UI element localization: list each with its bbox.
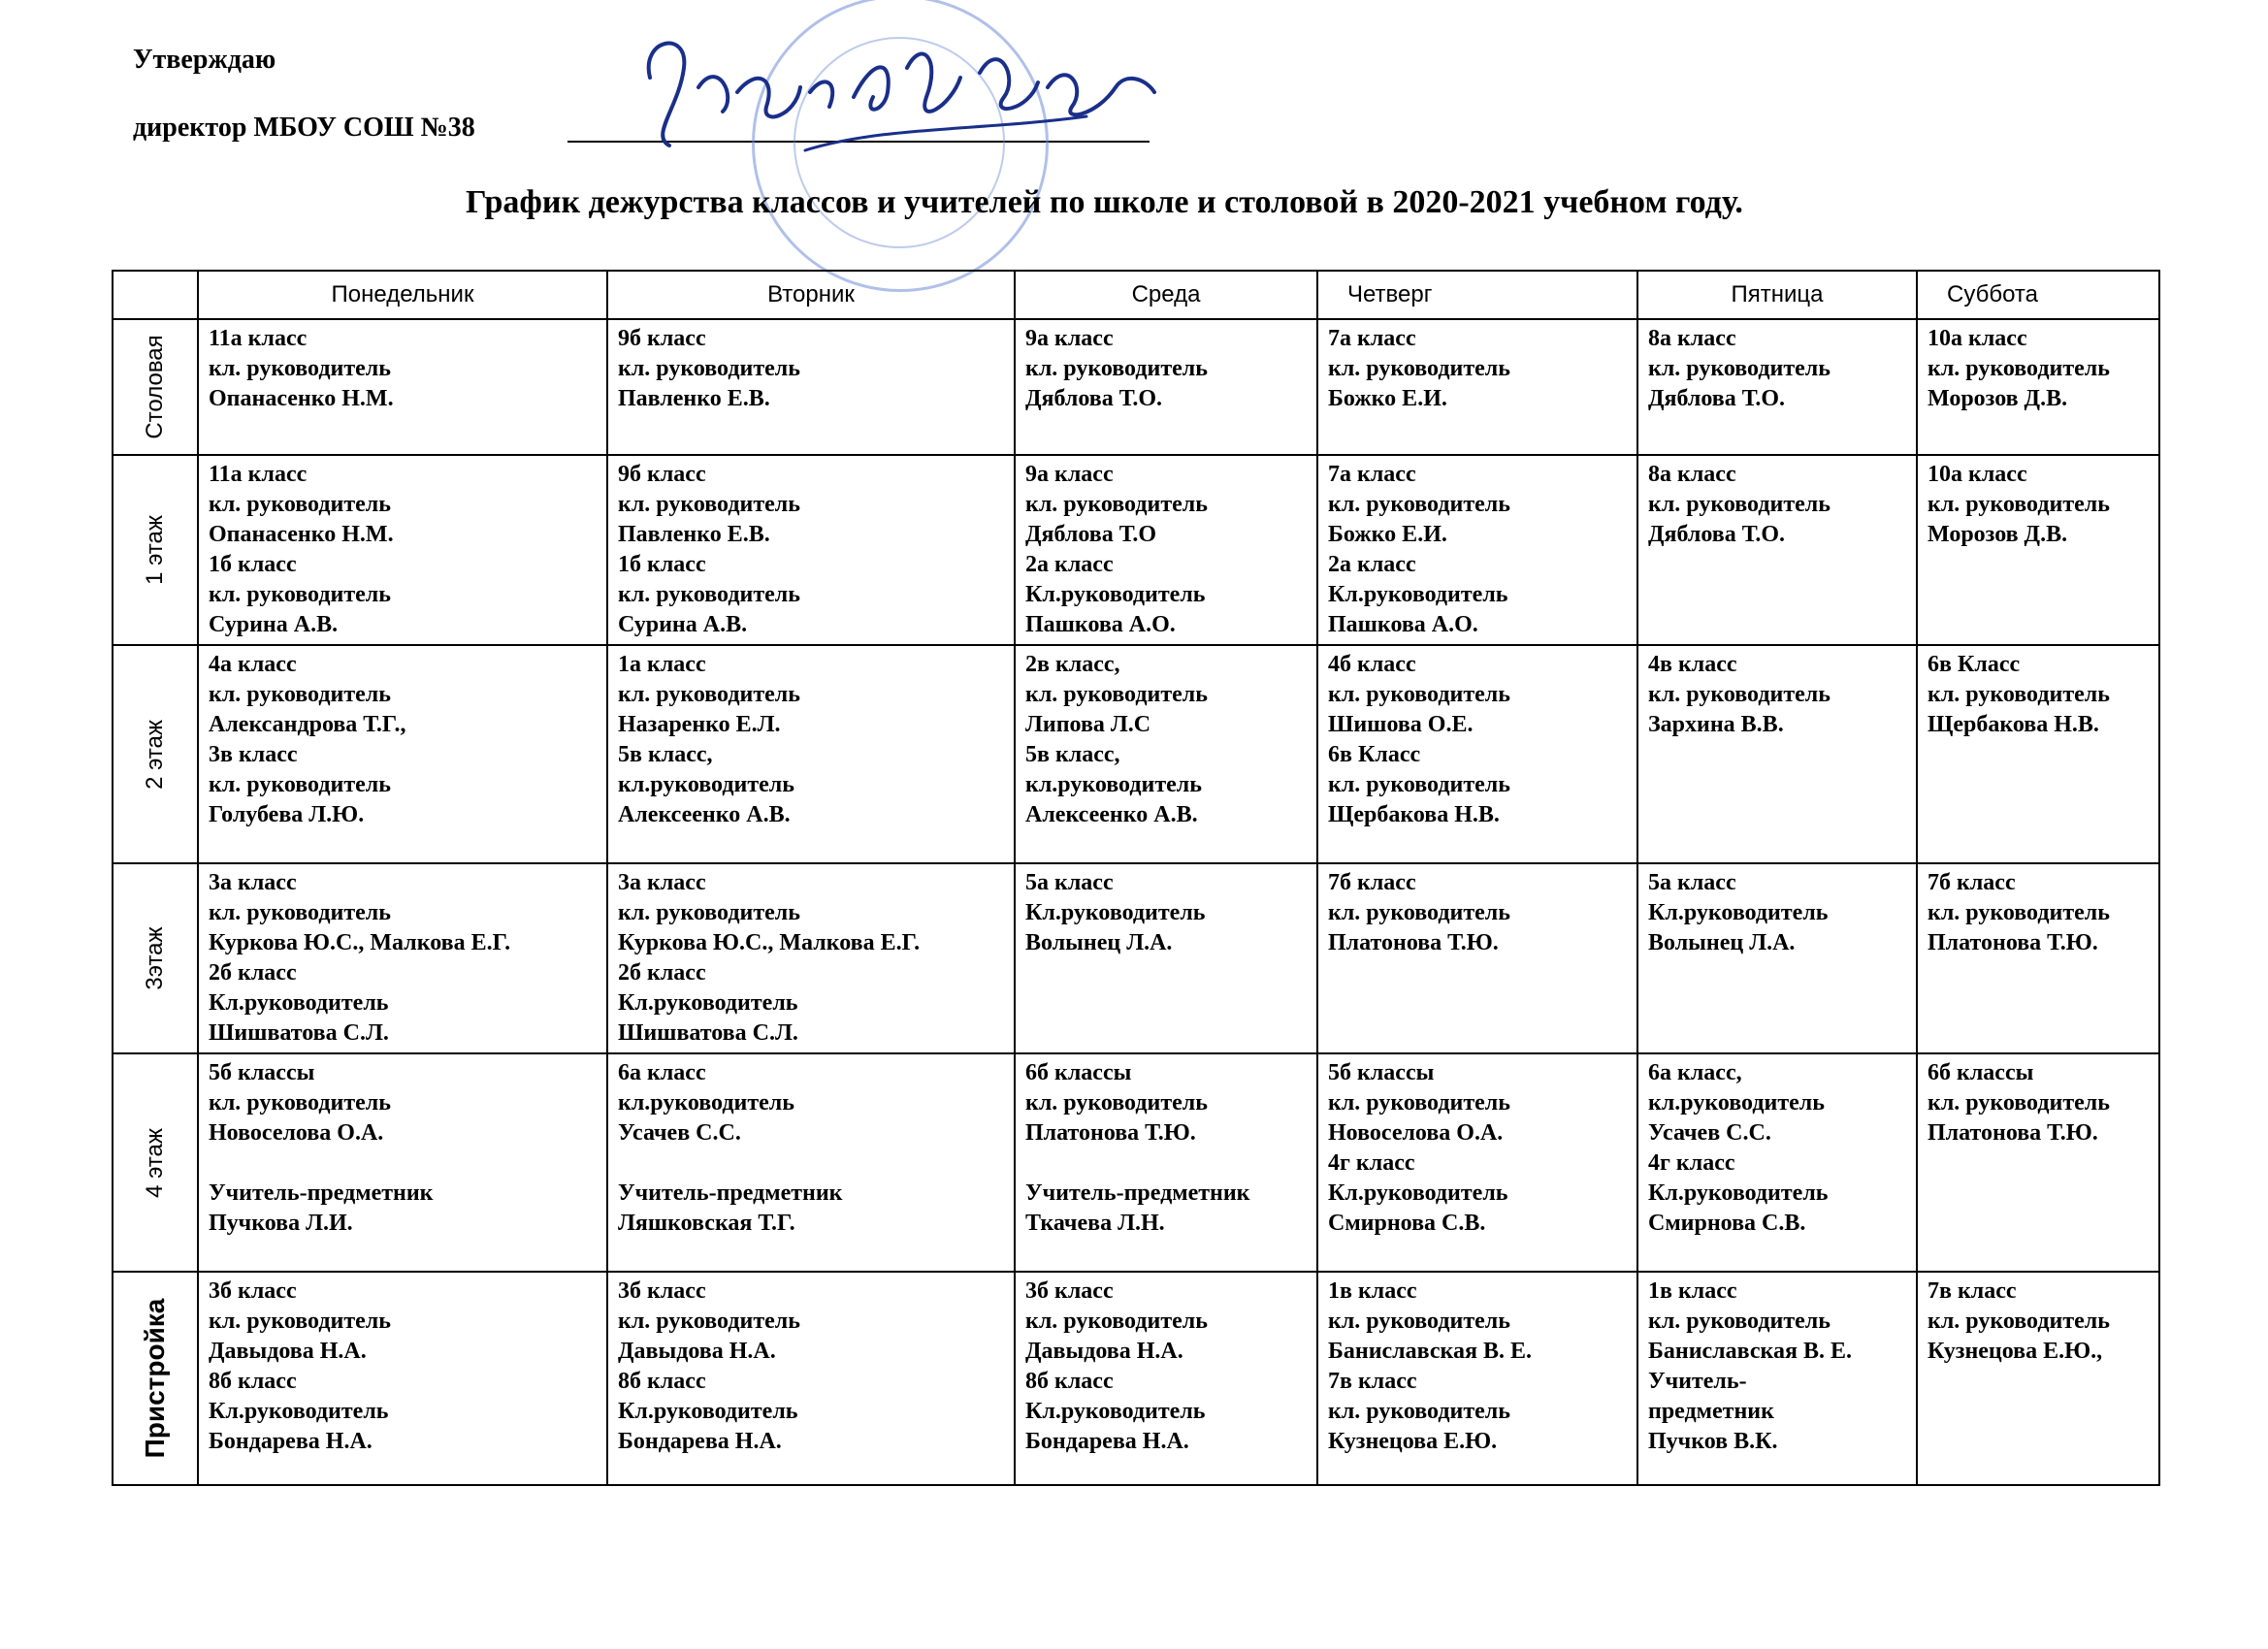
schedule-cell: 6в Класс кл. руководитель Щербакова Н.В. [1917,645,2159,863]
table-row [113,1272,2159,1485]
day-header: Понедельник [198,271,607,319]
row-label-text: Столовая [142,335,168,439]
table-row [113,863,2159,1053]
schedule-cell: 6а класс, кл.руководитель Усачев С.С. 4г класс Кл.руководитель Смирнова С.В. [1637,1053,1917,1272]
schedule-cell: 3а класс кл. руководитель Куркова Ю.С., Малкова Е.Г. 2б класс Кл.руководитель Шишватова С.Л. [198,863,607,1053]
schedule-cell: 11а класс кл. руководитель Опанасенко Н.М. [198,319,607,455]
table-row [113,455,2159,645]
schedule-cell: 9а класс кл. руководитель Дяблова Т.О 2а класс Кл.руководитель Пашкова А.О. [1015,455,1317,645]
row-label [113,645,198,863]
day-header: Среда [1015,271,1317,319]
table-row [113,1053,2159,1272]
approve-label: Утверждаю [133,45,276,75]
schedule-cell: 9б класс кл. руководитель Павленко Е.В. 1б класс кл. руководитель Сурина А.В. [607,455,1015,645]
schedule-cell: 1в класс кл. руководитель Баниславская В. Е. 7в класс кл. руководитель Кузнецова Е.Ю. [1317,1272,1637,1485]
row-label-text: 1 этаж [142,515,168,585]
schedule-cell: 10а класс кл. руководитель Морозов Д.В. [1917,455,2159,645]
row-label [113,1272,198,1485]
schedule-cell: 5а класс Кл.руководитель Волынец Л.А. [1015,863,1317,1053]
schedule-cell: 7в класс кл. руководитель Кузнецова Е.Ю., [1917,1272,2159,1485]
row-label [113,319,198,455]
schedule-cell: 1а класс кл. руководитель Назаренко Е.Л. 5в класс, кл.руководитель Алексеенко А.В. [607,645,1015,863]
schedule-cell: 7а класс кл. руководитель Божко Е.И. [1317,319,1637,455]
table-row [113,319,2159,455]
day-header: Суббота [1917,271,2159,319]
handwritten-signature [631,19,1174,165]
day-header: Четверг [1317,271,1637,319]
row-label [113,1053,198,1272]
table-row [113,645,2159,863]
schedule-cell: 9б класс кл. руководитель Павленко Е.В. [607,319,1015,455]
row-label-text: Пристройка [140,1298,170,1459]
schedule-cell: 3а класс кл. руководитель Куркова Ю.С., Малкова Е.Г. 2б класс Кл.руководитель Шишватова С.Л. [607,863,1015,1053]
schedule-cell: 1в класс кл. руководитель Баниславская В. Е. Учитель- предметник Пучков В.К. [1637,1272,1917,1485]
day-header: Вторник [607,271,1015,319]
schedule-cell: 11а класс кл. руководитель Опанасенко Н.М. 1б класс кл. руководитель Сурина А.В. [198,455,607,645]
schedule-cell: 7б класс кл. руководитель Платонова Т.Ю. [1917,863,2159,1053]
row-label [113,455,198,645]
schedule-cell: 10а класс кл. руководитель Морозов Д.В. [1917,319,2159,455]
schedule-cell: 3б класс кл. руководитель Давыдова Н.А. 8б класс Кл.руководитель Бондарева Н.А. [607,1272,1015,1485]
schedule-cell: 8а класс кл. руководитель Дяблова Т.О. [1637,319,1917,455]
schedule-cell: 5б классы кл. руководитель Новоселова О.А. Учитель-предметник Пучкова Л.И. [198,1053,607,1272]
schedule-cell: 8а класс кл. руководитель Дяблова Т.О. [1637,455,1917,645]
schedule-cell: 4в класс кл. руководитель Зархина В.В. [1637,645,1917,863]
schedule-cell: 6а класс кл.руководитель Усачев С.С. Учитель-предметник Ляшковская Т.Г. [607,1053,1015,1272]
schedule-cell: 7а класс кл. руководитель Божко Е.И. 2а класс Кл.руководитель Пашкова А.О. [1317,455,1637,645]
row-label-text: 3этаж [142,926,168,990]
schedule-cell: 7б класс кл. руководитель Платонова Т.Ю. [1317,863,1637,1053]
day-header: Пятница [1637,271,1917,319]
schedule-cell: 2в класс, кл. руководитель Липова Л.С 5в класс, кл.руководитель Алексеенко А.В. [1015,645,1317,863]
row-label [113,863,198,1053]
page-title: График дежурства классов и учителей по школе и столовой в 2020-2021 учебном году. [466,184,1743,220]
row-label-text: 4 этаж [142,1127,168,1198]
schedule-cell: 4а класс кл. руководитель Александрова Т.Г., 3в класс кл. руководитель Голубева Л.Ю. [198,645,607,863]
schedule-cell: 6б классы кл. руководитель Платонова Т.Ю. [1917,1053,2159,1272]
schedule-cell: 4б класс кл. руководитель Шишова О.Е. 6в Класс кл. руководитель Щербакова Н.В. [1317,645,1637,863]
schedule-cell: 3б класс кл. руководитель Давыдова Н.А. 8б класс Кл.руководитель Бондарева Н.А. [198,1272,607,1485]
schedule-cell: 6б классы кл. руководитель Платонова Т.Ю. Учитель-предметник Ткачева Л.Н. [1015,1053,1317,1272]
director-label: директор МБОУ СОШ №38 [133,113,475,143]
schedule-cell: 5б классы кл. руководитель Новоселова О.А. 4г класс Кл.руководитель Смирнова С.В. [1317,1053,1637,1272]
duty-schedule-table [112,270,2160,1486]
row-label-text: 2 этаж [142,719,168,790]
corner-cell [113,271,198,319]
schedule-cell: 9а класс кл. руководитель Дяблова Т.О. [1015,319,1317,455]
schedule-cell: 5а класс Кл.руководитель Волынец Л.А. [1637,863,1917,1053]
schedule-cell: 3б класс кл. руководитель Давыдова Н.А. 8б класс Кл.руководитель Бондарева Н.А. [1015,1272,1317,1485]
header-row [113,271,2159,319]
